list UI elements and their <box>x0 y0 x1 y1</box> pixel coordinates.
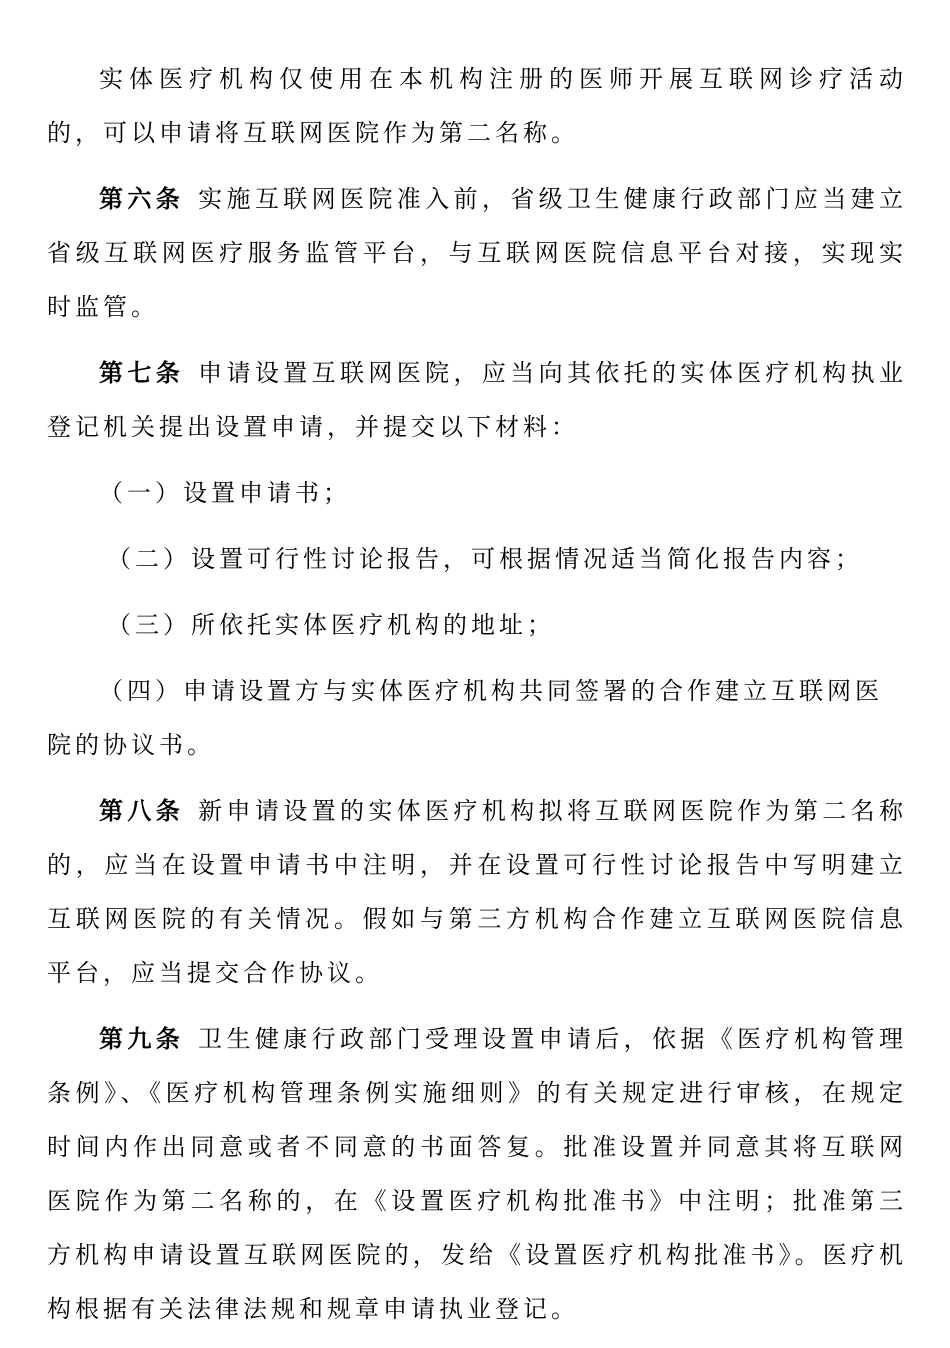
article-9-label: 第九条 <box>99 1024 185 1053</box>
list-item-4: （四）申请设置方与实体医疗机构共同签署的合作建立互联网医院的协议书。 <box>47 677 883 759</box>
article-7-text: 申请设置互联网医院，应当向其依托的实体医疗机构执业登记机关提出设置申请，并提交以下材料： <box>47 359 908 441</box>
list-item-1: （一）设置申请书； <box>99 479 351 507</box>
article-7-label: 第七条 <box>99 358 185 387</box>
article-6-label: 第六条 <box>99 184 185 213</box>
article-8 <box>47 784 907 1000</box>
article-6-text: 实施互联网医院准入前，省级卫生健康行政部门应当建立省级互联网医疗服务监管平台，与互联网医院信息平台对接，实现实时监管。 <box>47 185 908 321</box>
list-item-2: （二）设置可行性讨论报告，可根据情况适当简化报告内容； <box>107 545 863 573</box>
article-8-text: 新申请设置的实体医疗机构拟将互联网医院作为第二名称的，应当在设置申请书中注明，并在设置可行性讨论报告中写明建立互联网医院的有关情况。假如与第三方机构合作建立互联网医院信息平台，应当提交合作协议。 <box>47 797 908 987</box>
document-page <box>47 52 907 1348</box>
article-6 <box>47 172 907 334</box>
article-8-label: 第八条 <box>99 796 185 825</box>
article-9-text: 卫生健康行政部门受理设置申请后，依据《医疗机构管理条例》、《医疗机构管理条例实施细则》的有关规定进行审核，在规定时间内作出同意或者不同意的书面答复。批准设置并同意其将互联网医院作为第二名称的，在《设置医疗机构批准书》中注明；批准第三方机构申请设置互联网医院的，发给《设置医疗机构批准书》。医疗机构根据有关法律法规和规章申请执业登记。 <box>47 1025 908 1323</box>
paragraph-intro: 实体医疗机构仅使用在本机构注册的医师开展互联网诊疗活动的，可以申请将互联网医院作为第二名称。 <box>47 65 907 147</box>
list-item-3: （三）所依托实体医疗机构的地址； <box>107 611 555 639</box>
article-7 <box>47 346 907 454</box>
article-9 <box>47 1012 907 1336</box>
